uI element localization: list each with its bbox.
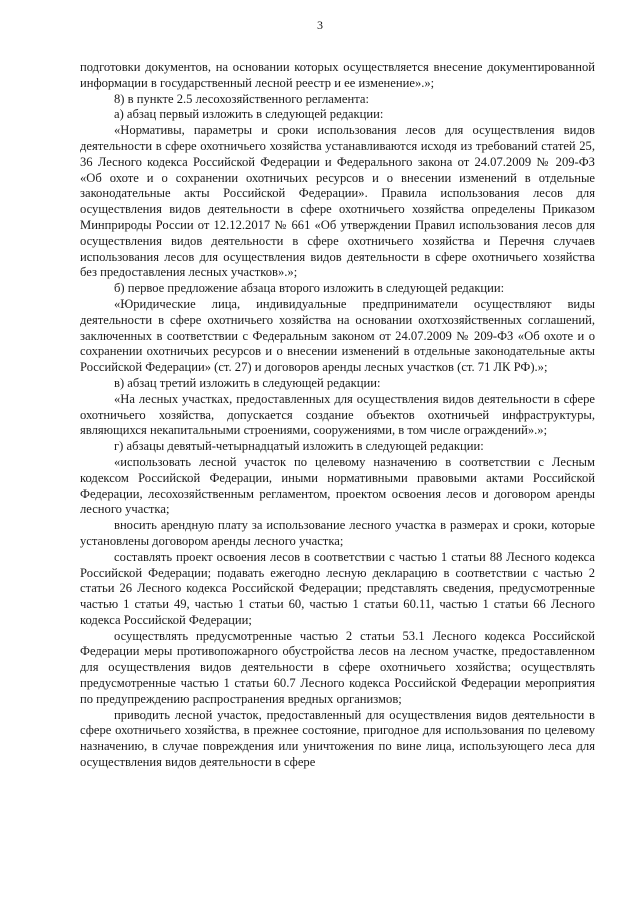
paragraph: подготовки документов, на основании которых осуществляется внесение документированной информации в государственный лесной реестр и ее изменение».»; — [80, 60, 595, 90]
paragraph: вносить арендную плату за использование лесного участка в размерах и сроки, которые установлены договором аренды лесного участка; — [80, 518, 595, 548]
paragraph: осуществлять предусмотренные частью 2 статьи 53.1 Лесного кодекса Российской Федерации меры противопожарного обустройства лесов на лесном участке, предоставленном для осуществления видов деятельности в сфере охотничьего хозяйства; осуществлять предусмотренные частью 1 статьи 60.7 Лесного кодекса Российской Федерации мероприятия по предупреждению распространения вредных организмов; — [80, 628, 595, 706]
page-number: 3 — [317, 18, 323, 32]
paragraph: 8) в пункте 2.5 лесохозяйственного регламента: — [114, 91, 369, 106]
paragraph: «Юридические лица, индивидуальные предприниматели осуществляют виды деятельности в сфере охотничьего хозяйства на основании охотхозяйственных соглашений, заключенных в соответствии с Федеральным законом от 24.07.2009 № 209-ФЗ «Об охоте и о сохранении охотничьих ресурсов и о внесении изменений в отдельные законодательные акты Российской Федерации» (ст. 27) и договоров аренды лесных участков (ст. 71 ЛК РФ).»; — [80, 296, 595, 375]
paragraph: а) абзац первый изложить в следующей редакции: — [114, 107, 384, 122]
paragraph: г) абзацы девятый-четырнадцатый изложить в следующей редакции: — [114, 439, 484, 454]
paragraph: «Нормативы, параметры и сроки использования лесов для осуществления видов деятельности в сфере охотничьего хозяйства устанавливаются исходя из требований статей 25, 36 Лесного кодекса Российской Федерации и Федерального закона от 24.07.2009 № 209-ФЗ «Об охоте и о сохранении охотничьих ресурсов и о внесении изменений в отдельные законодательные акты Российской Федерации». Правила использования лесов для осуществления видов деятельности в сфере охотничьего хозяйства определены Приказом Минприроды России от 12.12.2017 № 661 «Об утверждении Правил использования лесов для осуществления видов деятельности в сфере охотничьего хозяйства и Перечня случаев использования лесов для осуществления видов деятельности в сфере охотничьего хозяйства без предоставления лесных участков».»; — [80, 123, 595, 280]
paragraph: «На лесных участках, предоставленных для осуществления видов деятельности в сфере охотничьего хозяйства, допускается создание объектов охотничьей инфраструктуры, являющихся некапитальными строениями, сооружениями, в том числе ограждений».»; — [80, 391, 595, 438]
document-body — [80, 60, 595, 771]
paragraph: приводить лесной участок, предоставленный для осуществления видов деятельности в сфере охотничьего хозяйства, в прежнее состояние, пригодное для использования по целевому назначению, в случае повреждения или уничтожения по вине лица, использующего леса для осуществления видов деятельности в сфере — [80, 707, 595, 770]
paragraph: в) абзац третий изложить в следующей редакции: — [114, 375, 381, 390]
paragraph: составлять проект освоения лесов в соответствии с частью 1 статьи 88 Лесного кодекса Российской Федерации; подавать ежегодно лесную декларацию в соответствии с частью 2 статьи 26 Лесного кодекса Российской Федерации; представлять сведения, предусмотренные частью 1 статьи 49, частью 1 статьи 60, частью 1 статьи 60.11, частью 1 статьи 66 Лесного кодекса Российской Федерации; — [80, 549, 595, 627]
paragraph: б) первое предложение абзаца второго изложить в следующей редакции: — [114, 281, 505, 296]
paragraph: «использовать лесной участок по целевому назначению в соответствии с Лесным кодексом Российской Федерации, иными нормативными правовыми актами Российской Федерации, лесохозяйственным регламентом, проектом освоения лесов и договором аренды лесного участка; — [80, 454, 595, 517]
